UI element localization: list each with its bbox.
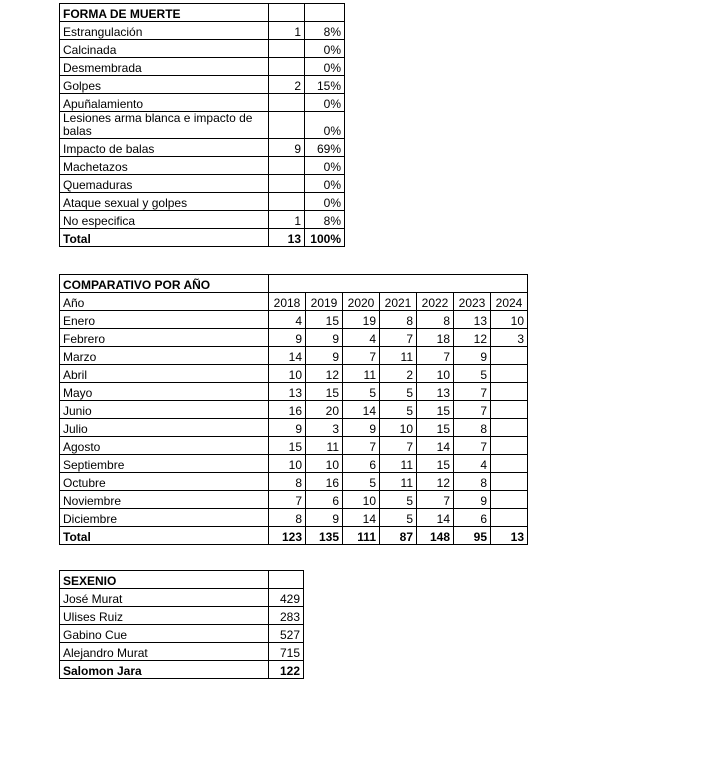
month-value: 3 bbox=[491, 329, 528, 347]
month-value: 15 bbox=[417, 455, 454, 473]
year-header-2022: 2022 bbox=[417, 293, 454, 311]
sexenio-label: José Murat bbox=[60, 589, 269, 607]
forma-pct: 0% bbox=[305, 94, 345, 112]
forma-count bbox=[269, 40, 305, 58]
table-row bbox=[60, 193, 345, 211]
forma-count: 1 bbox=[269, 211, 305, 229]
table-row bbox=[60, 76, 345, 94]
sexenio-label: Ulises Ruiz bbox=[60, 607, 269, 625]
table-row bbox=[60, 311, 528, 329]
comparativo-total-value: 135 bbox=[306, 527, 343, 545]
month-value: 15 bbox=[306, 383, 343, 401]
month-value: 9 bbox=[306, 329, 343, 347]
forma-count: 2 bbox=[269, 76, 305, 94]
month-label: Febrero bbox=[60, 329, 269, 347]
month-value bbox=[491, 473, 528, 491]
table-row bbox=[60, 157, 345, 175]
month-value: 14 bbox=[269, 347, 306, 365]
month-value: 10 bbox=[491, 311, 528, 329]
month-value: 15 bbox=[269, 437, 306, 455]
month-label: Octubre bbox=[60, 473, 269, 491]
sexenio-value: 715 bbox=[269, 643, 304, 661]
table-row bbox=[60, 589, 304, 607]
table-row bbox=[60, 175, 345, 193]
comparativo-total-label: Total bbox=[60, 527, 269, 545]
table-row bbox=[60, 329, 528, 347]
month-value: 7 bbox=[343, 347, 380, 365]
month-value: 7 bbox=[454, 401, 491, 419]
sexenio-label: Gabino Cue bbox=[60, 625, 269, 643]
forma-count: 9 bbox=[269, 139, 305, 157]
month-value: 16 bbox=[306, 473, 343, 491]
forma-pct: 0% bbox=[305, 40, 345, 58]
total-row bbox=[60, 229, 345, 247]
table-row bbox=[60, 365, 528, 383]
month-value bbox=[491, 437, 528, 455]
month-value: 7 bbox=[343, 437, 380, 455]
month-value: 11 bbox=[380, 347, 417, 365]
month-value: 5 bbox=[343, 383, 380, 401]
table-row bbox=[60, 22, 345, 40]
year-header-label: Año bbox=[60, 293, 269, 311]
month-label: Mayo bbox=[60, 383, 269, 401]
empty-cell bbox=[269, 4, 305, 22]
month-value: 5 bbox=[380, 509, 417, 527]
forma-total-count: 13 bbox=[269, 229, 305, 247]
forma-label: Impacto de balas bbox=[60, 139, 269, 157]
comparativo-title: COMPARATIVO POR AÑO bbox=[60, 275, 269, 293]
month-value: 8 bbox=[454, 473, 491, 491]
sexenio-value: 283 bbox=[269, 607, 304, 625]
month-value bbox=[491, 365, 528, 383]
month-value: 7 bbox=[454, 383, 491, 401]
sexenio-title: SEXENIO bbox=[60, 571, 269, 589]
month-value: 7 bbox=[454, 437, 491, 455]
forma-label: Quemaduras bbox=[60, 175, 269, 193]
comparativo-total-value: 87 bbox=[380, 527, 417, 545]
month-value: 10 bbox=[269, 365, 306, 383]
month-value: 5 bbox=[380, 401, 417, 419]
forma-label: No especifica bbox=[60, 211, 269, 229]
table-row bbox=[60, 473, 528, 491]
month-value: 19 bbox=[343, 311, 380, 329]
table-row bbox=[60, 139, 345, 157]
month-value: 11 bbox=[380, 455, 417, 473]
month-value bbox=[491, 455, 528, 473]
forma-pct: 8% bbox=[305, 211, 345, 229]
month-label: Abril bbox=[60, 365, 269, 383]
month-value bbox=[491, 383, 528, 401]
month-value: 12 bbox=[306, 365, 343, 383]
table-row bbox=[60, 401, 528, 419]
month-value: 10 bbox=[306, 455, 343, 473]
total-row bbox=[60, 527, 528, 545]
month-value: 7 bbox=[380, 437, 417, 455]
month-value: 5 bbox=[380, 383, 417, 401]
month-value: 11 bbox=[306, 437, 343, 455]
month-value: 14 bbox=[417, 509, 454, 527]
month-value: 8 bbox=[380, 311, 417, 329]
month-value: 3 bbox=[306, 419, 343, 437]
year-header-2021: 2021 bbox=[380, 293, 417, 311]
month-value: 9 bbox=[306, 509, 343, 527]
forma-count bbox=[269, 94, 305, 112]
table-header-row bbox=[60, 4, 345, 22]
sexenio-value: 122 bbox=[269, 661, 304, 679]
month-value: 6 bbox=[454, 509, 491, 527]
sexenio-value: 429 bbox=[269, 589, 304, 607]
month-label: Noviembre bbox=[60, 491, 269, 509]
month-value: 8 bbox=[417, 311, 454, 329]
forma-count bbox=[269, 58, 305, 76]
table-row bbox=[60, 112, 345, 139]
month-value: 15 bbox=[417, 401, 454, 419]
month-value: 5 bbox=[454, 365, 491, 383]
month-label: Marzo bbox=[60, 347, 269, 365]
year-header-2019: 2019 bbox=[306, 293, 343, 311]
table-row bbox=[60, 419, 528, 437]
month-value: 14 bbox=[343, 509, 380, 527]
table-row bbox=[60, 94, 345, 112]
month-label: Junio bbox=[60, 401, 269, 419]
month-value: 11 bbox=[343, 365, 380, 383]
sexenio-table bbox=[59, 570, 304, 679]
month-value: 10 bbox=[343, 491, 380, 509]
month-value: 8 bbox=[454, 419, 491, 437]
month-value: 6 bbox=[306, 491, 343, 509]
month-value: 13 bbox=[417, 383, 454, 401]
month-value: 7 bbox=[269, 491, 306, 509]
table-row bbox=[60, 661, 304, 679]
comparativo-por-ano-table bbox=[59, 274, 528, 545]
forma-pct: 8% bbox=[305, 22, 345, 40]
table-row bbox=[60, 347, 528, 365]
forma-pct: 0% bbox=[305, 157, 345, 175]
table-row bbox=[60, 437, 528, 455]
month-value: 4 bbox=[269, 311, 306, 329]
table-row bbox=[60, 625, 304, 643]
month-value: 9 bbox=[343, 419, 380, 437]
table-row bbox=[60, 383, 528, 401]
table-row bbox=[60, 58, 345, 76]
month-value: 4 bbox=[343, 329, 380, 347]
month-value: 9 bbox=[269, 419, 306, 437]
comparativo-total-value: 123 bbox=[269, 527, 306, 545]
comparativo-total-value: 13 bbox=[491, 527, 528, 545]
month-label: Julio bbox=[60, 419, 269, 437]
month-value bbox=[491, 347, 528, 365]
empty-cell bbox=[305, 4, 345, 22]
year-header-2023: 2023 bbox=[454, 293, 491, 311]
table-row bbox=[60, 40, 345, 58]
forma-title: FORMA DE MUERTE bbox=[60, 4, 269, 22]
table-row bbox=[60, 509, 528, 527]
month-label: Enero bbox=[60, 311, 269, 329]
month-value: 13 bbox=[269, 383, 306, 401]
forma-count bbox=[269, 112, 305, 139]
month-value: 9 bbox=[269, 329, 306, 347]
forma-count: 1 bbox=[269, 22, 305, 40]
forma-count bbox=[269, 193, 305, 211]
month-value bbox=[491, 419, 528, 437]
forma-label: Apuñalamiento bbox=[60, 94, 269, 112]
sexenio-value: 527 bbox=[269, 625, 304, 643]
year-header-2024: 2024 bbox=[491, 293, 528, 311]
month-value bbox=[491, 509, 528, 527]
forma-pct: 15% bbox=[305, 76, 345, 94]
month-value: 7 bbox=[417, 347, 454, 365]
month-value: 10 bbox=[269, 455, 306, 473]
forma-label: Estrangulación bbox=[60, 22, 269, 40]
forma-pct: 0% bbox=[305, 112, 345, 139]
month-value: 2 bbox=[380, 365, 417, 383]
month-value: 6 bbox=[343, 455, 380, 473]
forma-pct: 0% bbox=[305, 58, 345, 76]
month-value: 14 bbox=[417, 437, 454, 455]
month-value: 15 bbox=[417, 419, 454, 437]
table-row bbox=[60, 607, 304, 625]
table-header-row bbox=[60, 571, 304, 589]
month-value: 12 bbox=[417, 473, 454, 491]
table-row bbox=[60, 455, 528, 473]
forma-total-pct: 100% bbox=[305, 229, 345, 247]
forma-label: Calcinada bbox=[60, 40, 269, 58]
year-header-2020: 2020 bbox=[343, 293, 380, 311]
month-value: 7 bbox=[417, 491, 454, 509]
month-value: 16 bbox=[269, 401, 306, 419]
forma-label: Ataque sexual y golpes bbox=[60, 193, 269, 211]
forma-label: Lesiones arma blanca e impacto de balas bbox=[60, 112, 269, 139]
sexenio-label: Alejandro Murat bbox=[60, 643, 269, 661]
month-value: 11 bbox=[380, 473, 417, 491]
table-row bbox=[60, 211, 345, 229]
month-value: 9 bbox=[454, 347, 491, 365]
forma-total-label: Total bbox=[60, 229, 269, 247]
forma-label: Desmembrada bbox=[60, 58, 269, 76]
comparativo-total-value: 95 bbox=[454, 527, 491, 545]
month-value: 10 bbox=[417, 365, 454, 383]
month-value: 12 bbox=[454, 329, 491, 347]
empty-cell bbox=[269, 571, 304, 589]
month-value bbox=[491, 401, 528, 419]
forma-pct: 0% bbox=[305, 175, 345, 193]
sexenio-label: Salomon Jara bbox=[60, 661, 269, 679]
month-value: 5 bbox=[380, 491, 417, 509]
month-value: 15 bbox=[306, 311, 343, 329]
table-row bbox=[60, 643, 304, 661]
forma-count bbox=[269, 175, 305, 193]
month-value: 8 bbox=[269, 509, 306, 527]
month-value: 4 bbox=[454, 455, 491, 473]
table-row bbox=[60, 491, 528, 509]
forma-label: Golpes bbox=[60, 76, 269, 94]
table-title-row bbox=[60, 275, 528, 293]
month-value: 9 bbox=[454, 491, 491, 509]
month-value: 20 bbox=[306, 401, 343, 419]
month-value: 18 bbox=[417, 329, 454, 347]
year-header-row bbox=[60, 293, 528, 311]
forma-de-muerte-table bbox=[59, 3, 345, 247]
month-value bbox=[491, 491, 528, 509]
month-value: 5 bbox=[343, 473, 380, 491]
month-value: 10 bbox=[380, 419, 417, 437]
forma-label: Machetazos bbox=[60, 157, 269, 175]
month-label: Diciembre bbox=[60, 509, 269, 527]
comparativo-total-value: 111 bbox=[343, 527, 380, 545]
comparativo-total-value: 148 bbox=[417, 527, 454, 545]
month-value: 7 bbox=[380, 329, 417, 347]
month-value: 8 bbox=[269, 473, 306, 491]
year-header-2018: 2018 bbox=[269, 293, 306, 311]
empty-cell bbox=[269, 275, 528, 293]
month-value: 9 bbox=[306, 347, 343, 365]
month-label: Septiembre bbox=[60, 455, 269, 473]
month-value: 13 bbox=[454, 311, 491, 329]
forma-count bbox=[269, 157, 305, 175]
forma-pct: 0% bbox=[305, 193, 345, 211]
month-value: 14 bbox=[343, 401, 380, 419]
month-label: Agosto bbox=[60, 437, 269, 455]
forma-pct: 69% bbox=[305, 139, 345, 157]
